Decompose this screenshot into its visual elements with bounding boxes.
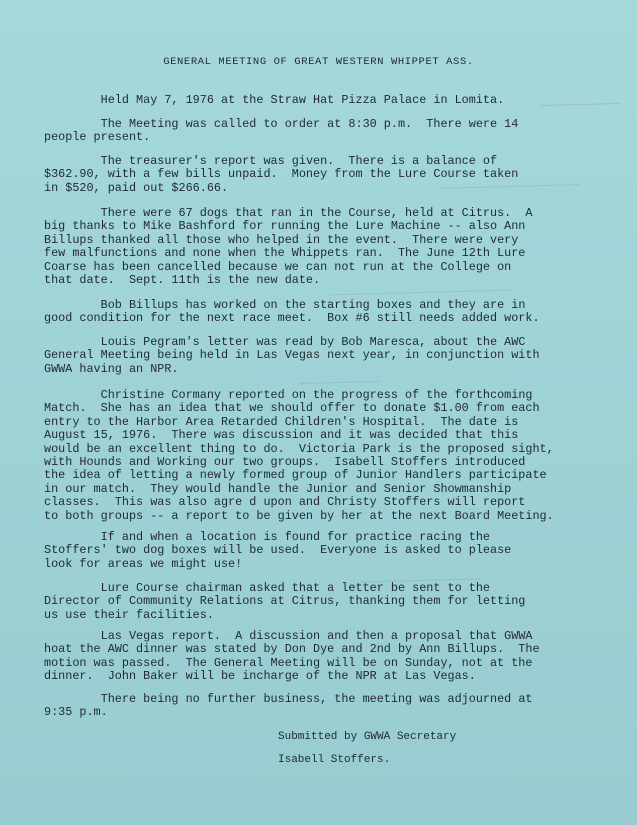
paragraph-treasurer-report: The treasurer's report was given. There is a balance of $362.90, with a few bills unpaid. Money from the Lure Course taken in $520, paid out $266.66. — [44, 154, 519, 195]
paragraph-meeting-held: Held May 7, 1976 at the Straw Hat Pizza Palace in Lomita. — [44, 93, 505, 107]
signature-submitted-by: Submitted by GWWA Secretary — [278, 731, 457, 743]
paragraph-las-vegas-report: Las Vegas report. A discussion and then a proposal that GWWA hoat the AWC dinner was stated by Don Dye and 2nd by Ann Billups. The motion was passed. The General Meeting will be on Sunday, not at the dinner. John Baker will be incharge of the NPR at Las Vegas. — [44, 629, 540, 684]
paragraph-adjourned: There being no further business, the meeting was adjourned at 9:35 p.m. — [44, 692, 533, 720]
paragraph-awc-letter: Louis Pegram's letter was read by Bob Maresca, about the AWC General Meeting being held in Las Vegas next year, in conjunction with GWWA having an NPR. — [44, 335, 540, 376]
paragraph-thank-you-letter: Lure Course chairman asked that a letter be sent to the Director of Community Relations at Citrus, thanking them for letting us use their facilities. — [44, 581, 526, 622]
document-title: GENERAL MEETING OF GREAT WESTERN WHIPPET ASS. — [163, 56, 474, 68]
paragraph-practice-racing: If and when a location is found for practice racing the Stoffers' two dog boxes will be used. Everyone is asked to please look for areas we might use! — [44, 530, 512, 571]
paragraph-lure-course: There were 67 dogs that ran in the Course, held at Citrus. A big thanks to Mike Bashford for running the Lure Machine -- also Ann Billups thanked all those who helped in the event. There were very few malfunctions and none when the Whippets ran. The June 12th Lure Coarse has been cancelled because we can not run at the College on that date. Sept. 11th is the new date. — [44, 206, 533, 288]
paragraph-starting-boxes: Bob Billups has worked on the starting boxes and they are in good condition for the next race meet. Box #6 still needs added work. — [44, 298, 540, 326]
paragraph-match-report: Christine Cormany reported on the progress of the forthcoming Match. She has an idea that we should offer to donate $1.00 from each entry to the Harbor Area Retarded Children's Hospital. The date is August 15, 1976. There was discussion and it was decided that this would be an excellent thing to do. Victoria Park is the proposed sight, with Hounds and Working our two groups. Isabell Stoffers introduced the idea of letting a newly formed group of Junior Handlers participate in our match. They would handle the Junior and Senior Showmanship classes. This was also agre d upon and Christy Stoffers will report to both groups -- a report to be given by her at the next Board Meeting. — [44, 388, 554, 523]
signature-name: Isabell Stoffers. — [278, 754, 391, 766]
paragraph-called-to-order: The Meeting was called to order at 8:30 p.m. There were 14 people present. — [44, 117, 519, 145]
